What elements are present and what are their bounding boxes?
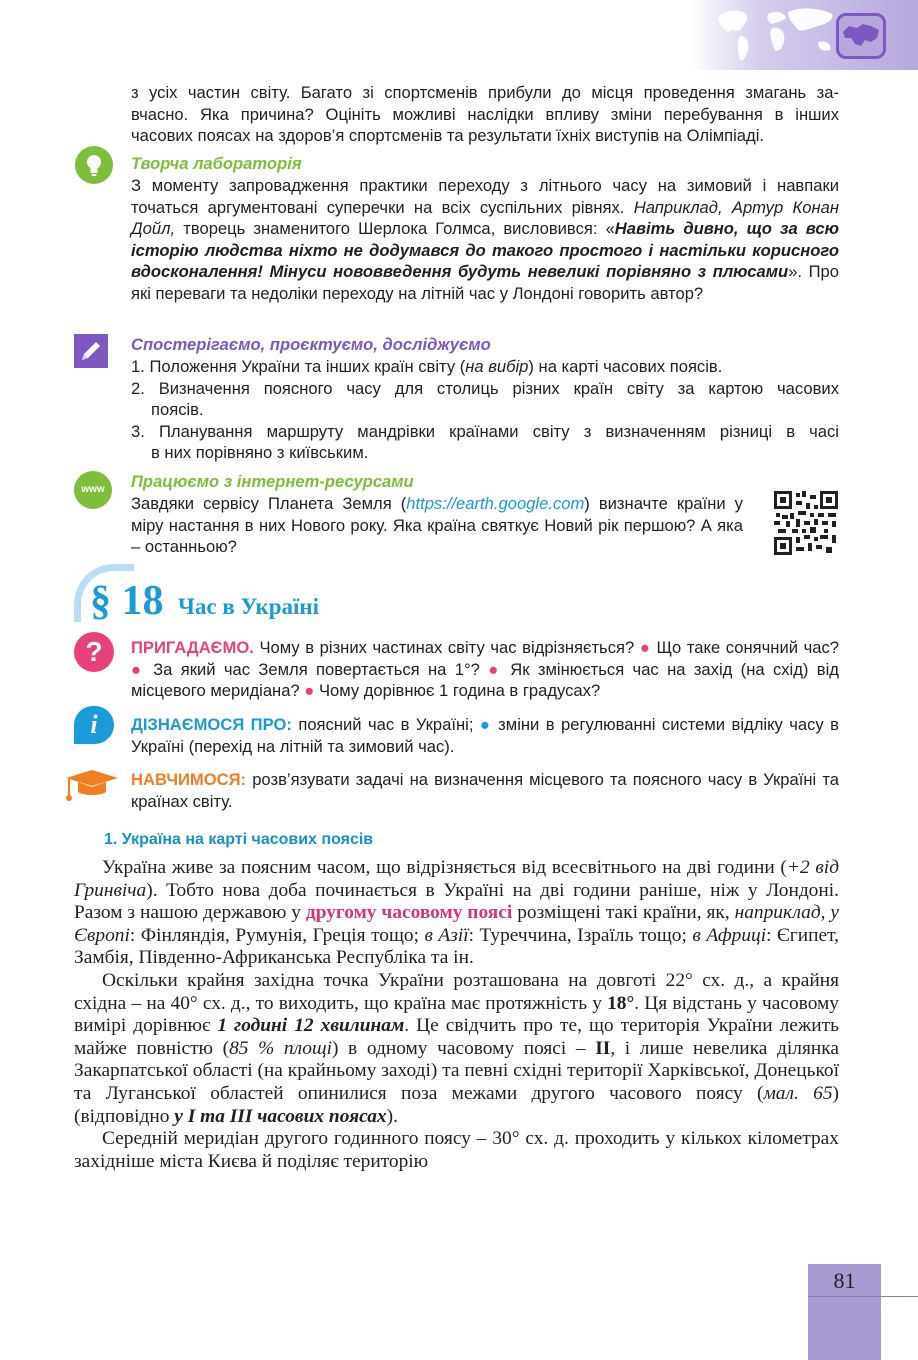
- learn-about-t2: зміни в регулюванні системи відліку часу в Україні (перехід на літній та зимовий час).: [131, 715, 839, 756]
- recall-q1: Чому в різних частинах світу час відрізняється?: [253, 638, 640, 657]
- learn-about-block: [131, 714, 839, 757]
- lab-text-example: Наприклад, Артур Конан Дойл,: [131, 197, 839, 239]
- internet-text-start: Завдяки сервісу Планета Земля (: [131, 494, 407, 513]
- internet-title: Працюємо з інтернет-ресурсами: [131, 472, 414, 491]
- page-number-tab: [808, 1264, 881, 1360]
- lab-title: Творча лабораторія: [131, 154, 302, 173]
- observe-item-3: 3. Планування маршруту мандрівки країнами світу з визначенням різниці в часі: [131, 421, 839, 441]
- observe-item-2-cont: поясів.: [151, 400, 204, 420]
- www-icon: [74, 471, 112, 509]
- observe-item-2: 2. Визначення поясного часу для столиць різних країн світу за картою часових: [131, 378, 839, 398]
- ukraine-outline-icon: [839, 16, 883, 56]
- body-paragraph-3: Середній меридіан другого годинного поясу – 30° сх. д. проходить у кількох кілометрах західніше міста Києва й поділяє територію: [74, 1128, 839, 1172]
- page-number-rule: [808, 1296, 918, 1297]
- recall-q2: Що таке сонячний час?: [650, 638, 840, 657]
- learn-about-label: ДІЗНАЄМОСЯ ПРО:: [131, 715, 292, 734]
- ukraine-map-badge: [836, 13, 886, 59]
- section-title: Час в Україні: [178, 594, 320, 619]
- intro-line: вчасно. Яка причина? Оцініть можливі наслідки впливу зміни перебування в інших: [131, 104, 839, 124]
- recall-block: [131, 637, 839, 702]
- lab-text-p3: творець знаменитого Шерлока Голмса, висловився: «: [183, 219, 615, 239]
- question-icon: ?: [74, 632, 114, 672]
- recall-q3: За який час Земля повертається на 1°?: [144, 659, 489, 679]
- observe-item-1: 1. Положення України та інших країн світу (на вибір) на карті часових поясів.: [131, 357, 723, 376]
- internet-text: [131, 493, 743, 558]
- bullet: ●: [639, 638, 651, 657]
- section-number: § 18: [90, 578, 164, 624]
- highlight-term: другому часовому поясі: [305, 902, 513, 924]
- graduation-cap-icon: [62, 768, 122, 804]
- intro-line: з усіх частин світу. Багато зі спортсменів прибули до місця проведення змагань за-: [131, 83, 839, 102]
- learn-about-t1: поясний час в Україні;: [291, 715, 480, 734]
- www-badge-text: www: [81, 484, 105, 495]
- intro-line: часових поясах на здоров’я спортсменів та результати їхніх виступів на Олімпіаді.: [131, 126, 765, 146]
- will-learn-t1: розв’язувати задачі на визначення місцевого та поясного часу в Україні та країнах світу.: [131, 770, 839, 811]
- bullet: ●: [488, 659, 502, 679]
- info-icon: i: [74, 706, 114, 744]
- qr-code: [774, 491, 838, 555]
- will-learn-label: НАВЧИМОСЯ:: [131, 770, 247, 789]
- pencil-icon: [74, 334, 108, 368]
- lab-text-p1: З моменту запровадження практики переходу з літнього часу на зимовий і навпаки точаться аргументовані суперечки на всіх суспільних рівнях.: [131, 176, 839, 217]
- header-banner: [690, 0, 918, 70]
- observe-list: [131, 356, 839, 464]
- lab-text-p4: ». Про які переваги та недоліки переходу на літній час у Лондоні говорить автор?: [131, 262, 839, 303]
- recall-q4: Як змінюється час на захід (на схід) від місцевого меридіана?: [131, 659, 839, 701]
- page-number: 81: [833, 1268, 856, 1293]
- bullet: ●: [304, 681, 315, 701]
- internet-text-end: ) визначте країни у міру настання в них Нового року. Яка країна святкує Новий рік першою? А яка – останньою?: [131, 494, 743, 557]
- body-paragraph-2: Оскільки крайня західна точка України розташована на довготі 22° сх. д., а крайня східна – на 40° сх. д., то виходить, що країна має протяжність у 18°. Ця відстань у часовому вимірі дорівнює 1 годині 12 хвилинам. Це свідчить про те, що територія України лежить майже повністю (85 % площі) в одному часовому поясі – ІІ, і лише невелика ділянка Закарпатської області (на крайньому заході) та певні східні території Харківської, Донецької та Луганської областей опинилися поза межами другого часового поясу (мал. 65) (відповідно у І та ІІІ часових поясах).: [74, 969, 839, 1127]
- recall-q5: Чому дорівнює 1 година в градусах?: [314, 681, 601, 701]
- recall-label: ПРИГАДАЄМО.: [131, 638, 254, 657]
- lab-text: [131, 175, 839, 305]
- subsection-heading: 1. Україна на карті часових поясів: [104, 831, 374, 848]
- intro-paragraph: [131, 82, 839, 147]
- will-learn-block: [131, 769, 839, 812]
- lightbulb-icon: [75, 146, 113, 184]
- bullet: ●: [479, 715, 492, 734]
- lab-quote: Навіть дивно, що за всю історію людства ніхто не додумався до такого простого і настільки корисного вдосконалення! Мінуси нововведення будуть невеликі порівняно з плюсами: [131, 219, 839, 282]
- observe-title: Спостерігаємо, проєктуємо, досліджуємо: [131, 335, 491, 354]
- body-text: [74, 857, 839, 1173]
- bullet: ●: [131, 659, 145, 679]
- body-paragraph-1: Україна живе за поясним часом, що відрізняється від всесвітнього на дві години (+2 від Гринвіча). Тобто нова доба починається в Україні на дві години раніше, ніж у Лондоні. Разом з нашою державою у другому часовому поясі розміщені такі країни, як, наприклад, у Європі: Фінляндія, Румунія, Греція тощо; в Азії: Туреччина, Ізраїль тощо; в Африці: Єгипет, Замбія, Південно-Африканська Республіка та ін.: [74, 857, 840, 969]
- earth-link[interactable]: https://earth.google.com: [406, 494, 585, 513]
- observe-item-3-cont: в них порівняно з київським.: [151, 443, 369, 463]
